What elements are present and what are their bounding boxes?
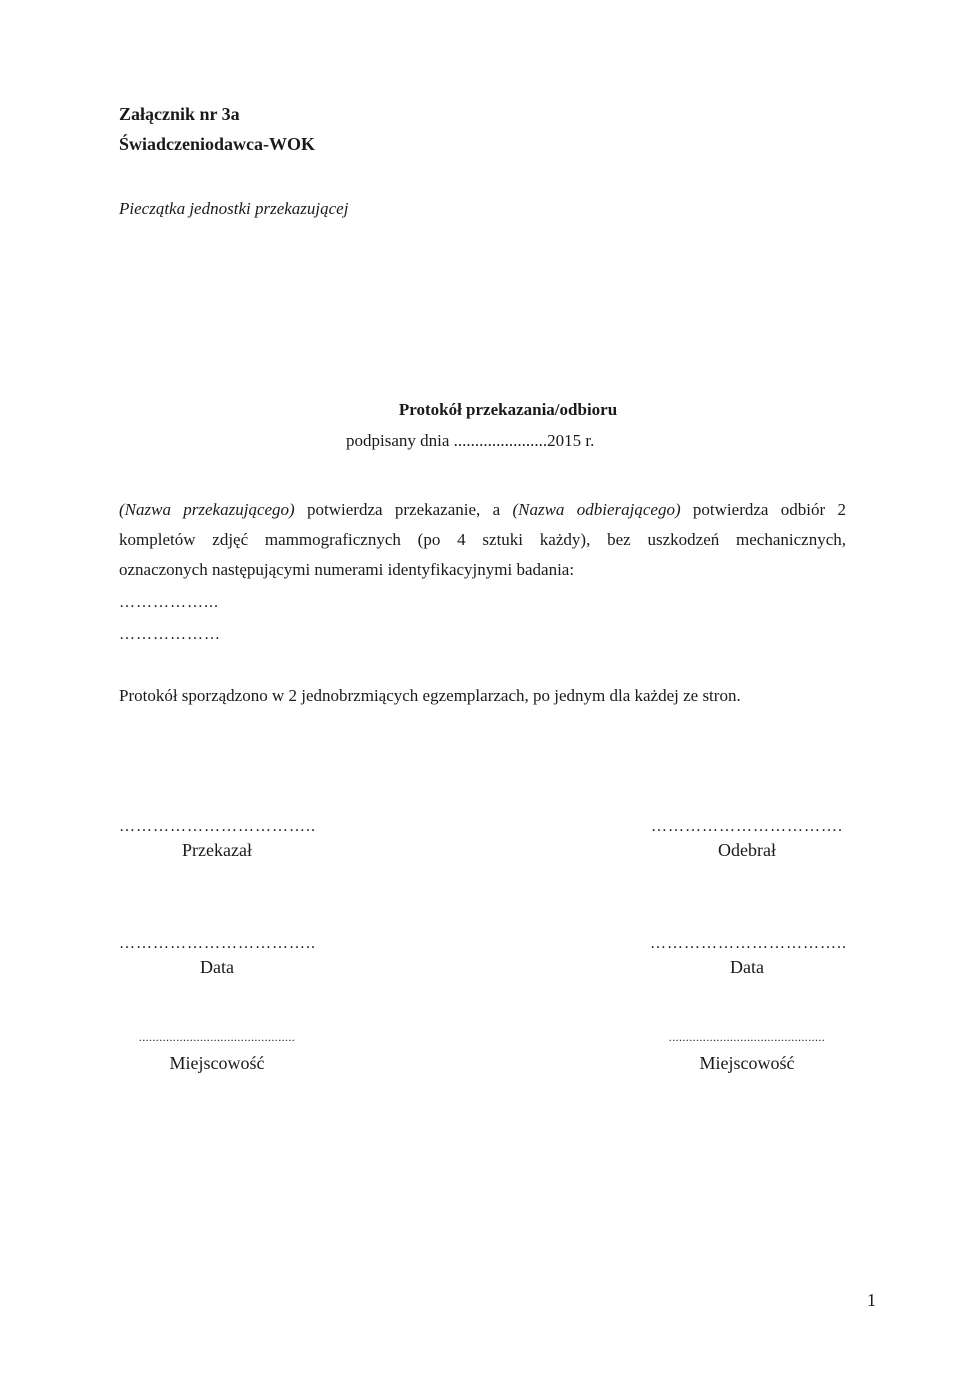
id-blank-2: ……………… [119,626,221,643]
sig-label-miejscowosc: Miejscowość [169,1053,265,1073]
body-line-1: (Nazwa przekazującego) potwierdza przekazanie, a (Nazwa odbierającego) potwierdza odbiór 2 [119,500,846,519]
protocol-body [119,495,846,585]
sig-label-odebral: Odebrał [718,840,776,860]
body-line-2: kompletów zdjęć mammograficznych (po 4 sztuki każdy), bez uszkodzeń mechanicznych, [119,530,846,549]
sender-placeholder: (Nazwa przekazującego) [119,500,295,519]
sig-receiver [650,818,844,861]
sig-line: .............................................. [138,1030,296,1044]
sig-line: …………………………….. [650,935,847,952]
place-receiver [650,1030,844,1074]
sig-line: .............................................. [668,1030,826,1044]
sig-label-data: Data [200,957,234,977]
place-sender [119,1030,315,1074]
sig-sender [119,818,315,861]
sig-label-data: Data [730,957,764,977]
sig-line: ……………………………. [651,818,843,835]
id-blank-1: ……………... [119,594,219,611]
page-number: 1 [867,1290,876,1310]
closing-statement: Protokół sporządzono w 2 jednobrzmiących egzemplarzach, po jednym dla każdej ze stron. [119,686,741,705]
sig-line: …………………………….. [119,935,316,952]
provider-label: Świadczeniodawca-WOK [119,134,315,154]
protocol-title: Protokół przekazania/odbioru [398,400,618,419]
date-sender [119,935,315,978]
body-line-3: oznaczonych następującymi numerami identyfikacyjnymi badania: [119,560,575,579]
sig-label-miejscowosc: Miejscowość [699,1053,795,1073]
sig-label-przekazal: Przekazał [182,840,252,860]
protocol-date: podpisany dnia ......................2015 r. [346,431,595,450]
stamp-placeholder: Pieczątka jednostki przekazującej [119,199,349,218]
receiver-placeholder: (Nazwa odbierającego) [512,500,681,519]
date-receiver [650,935,847,978]
sig-line: …………………………….. [119,818,316,835]
annex-label: Załącznik nr 3a [119,104,240,124]
